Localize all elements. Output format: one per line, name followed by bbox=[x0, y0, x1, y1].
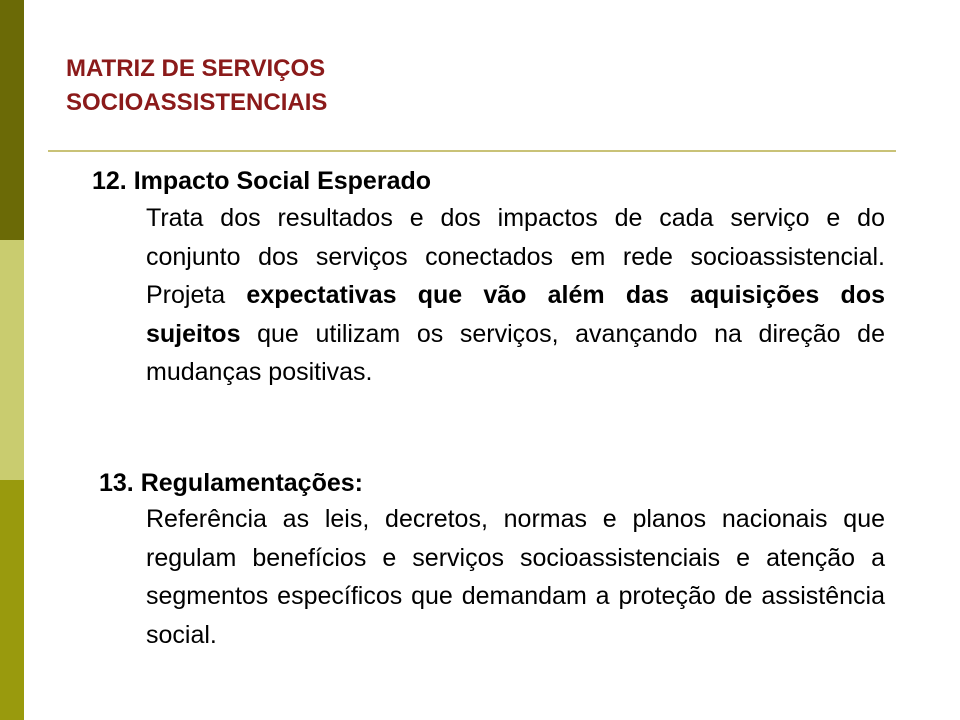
section-12-body bbox=[146, 199, 885, 392]
slide-title-line2: SOCIOASSISTENCIAIS bbox=[66, 89, 328, 116]
slide-title bbox=[66, 52, 327, 120]
slide-title-line1: MATRIZ DE SERVIÇOS bbox=[66, 55, 326, 82]
section-12-text-bold: expectativas que vão além das aquisições dos sujeitos bbox=[146, 281, 885, 348]
section-12-heading: 12. Impacto Social Esperado bbox=[92, 167, 432, 195]
section-13-body: Referência as leis, decretos, normas e planos nacionais que regulam benefícios e serviços socioassistenciais e atenção a segmentos específicos que demandam a proteção de assistência social. bbox=[146, 505, 885, 649]
side-bar-bottom bbox=[0, 480, 24, 720]
side-bar-top bbox=[0, 0, 24, 240]
section-12-text-b: que utilizam os serviços, avançando na direção de mudanças positivas. bbox=[146, 319, 885, 386]
section-13-heading: 13. Regulamentações: bbox=[99, 469, 363, 497]
title-divider bbox=[48, 150, 896, 152]
side-bar-middle bbox=[0, 240, 24, 480]
section-12-text-a: Trata dos resultados e dos impactos de cada serviço e do conjunto dos serviços conectados em rede socioassistencial. Projeta bbox=[146, 204, 885, 309]
